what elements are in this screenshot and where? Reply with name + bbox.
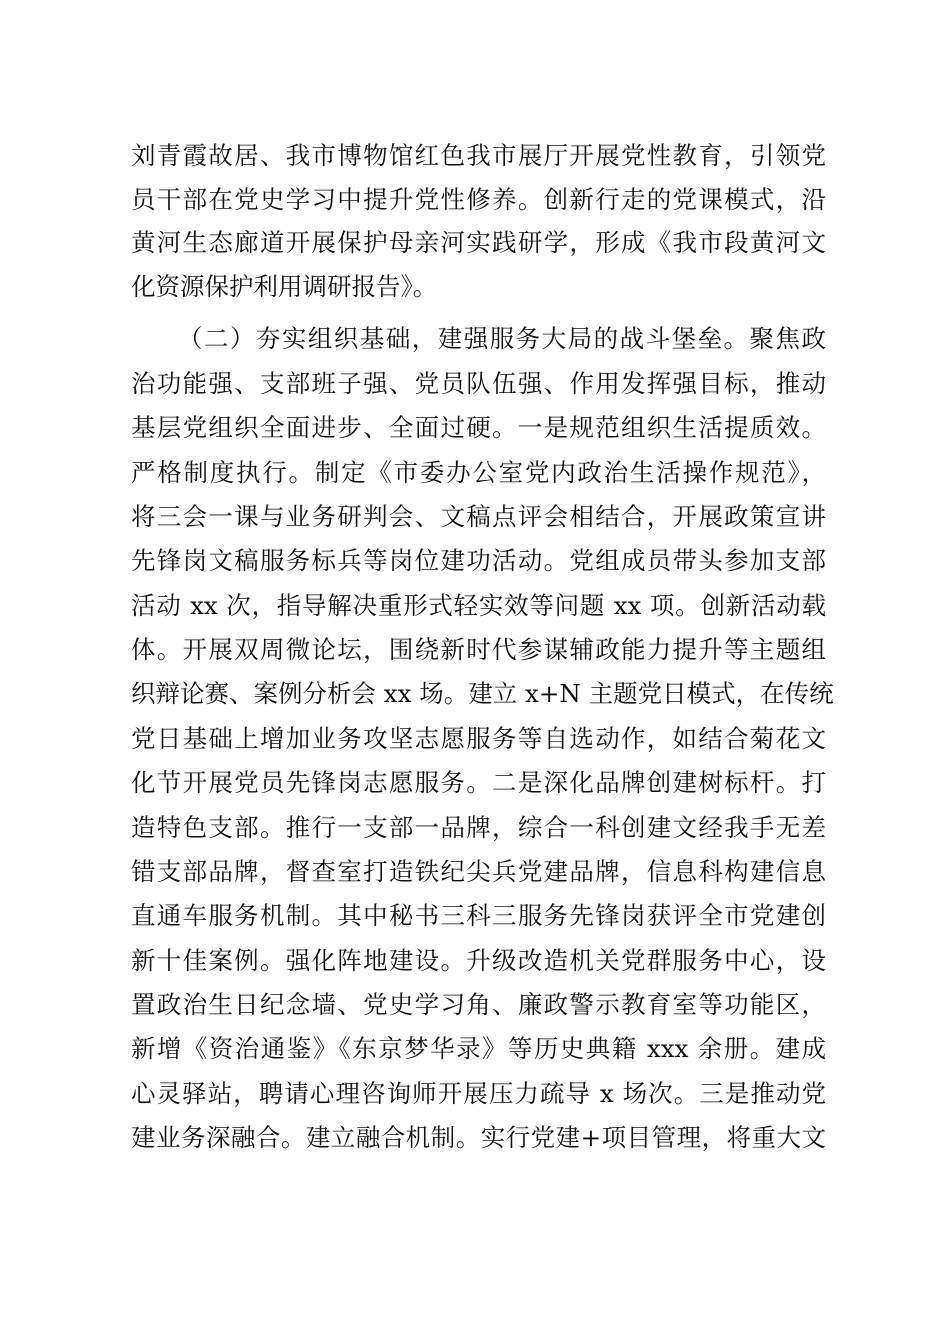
- text-line: 活动 xx 次，指导解决重形式轻实效等问题 xx 项。创新活动载: [131, 591, 826, 620]
- text-line: 建业务深融合。建立融合机制。实行党建+项目管理，将重大文: [131, 1123, 826, 1152]
- section-heading-line: （二）夯实组织基础，建强服务大局的战斗堡垒。聚焦政: [178, 324, 826, 353]
- text-line: 治功能强、支部班子强、党员队伍强、作用发挥强目标，推动: [131, 369, 826, 398]
- text-line: 党日基础上增加业务攻坚志愿服务等自选动作，如结合菊花文: [131, 724, 826, 753]
- text-line: 员干部在党史学习中提升党性修养。创新行走的党课模式，沿: [131, 185, 826, 214]
- text-line: 心灵驿站，聘请心理咨询师开展压力疏导 x 场次。三是推动党: [131, 1079, 826, 1108]
- text-line: 刘青霞故居、我市博物馆红色我市展厅开展党性教育，引领党: [131, 141, 826, 170]
- text-line: 基层党组织全面进步、全面过硬。一是规范组织生活提质效。: [131, 413, 826, 442]
- text-line: 新增《资治通鉴》《东京梦华录》等历史典籍 xxx 余册。建成: [131, 1034, 826, 1063]
- text-line: 先锋岗文稿服务标兵等岗位建功活动。党组成员带头参加支部: [131, 546, 826, 575]
- text-line: 织辩论赛、案例分析会 xx 场。建立 x+N 主题党日模式，在传统: [131, 679, 834, 708]
- text-line: 新十佳案例。强化阵地建设。升级改造机关党群服务中心，设: [131, 946, 826, 975]
- text-line: 错支部品牌，督查室打造铁纪尖兵党建品牌，信息科构建信息: [131, 857, 826, 886]
- text-line: 体。开展双周微论坛，围绕新时代参谋辅政能力提升等主题组: [131, 635, 826, 664]
- text-line: 化资源保护利用调研报告》。: [131, 272, 438, 301]
- text-line: 化节开展党员先锋岗志愿服务。二是深化品牌创建树标杆。打: [131, 768, 826, 797]
- text-line: 严格制度执行。制定《市委办公室党内政治生活操作规范》，: [131, 458, 826, 487]
- text-line: 将三会一课与业务研判会、文稿点评会相结合，开展政策宣讲: [131, 502, 826, 531]
- text-line: 造特色支部。推行一支部一品牌，综合一科创建文经我手无差: [131, 813, 826, 842]
- text-line: 置政治生日纪念墙、党史学习角、廉政警示教育室等功能区，: [131, 990, 826, 1019]
- text-line: 直通车服务机制。其中秘书三科三服务先锋岗获评全市党建创: [131, 901, 826, 930]
- text-line: 黄河生态廊道开展保护母亲河实践研学，形成《我市段黄河文: [131, 228, 826, 257]
